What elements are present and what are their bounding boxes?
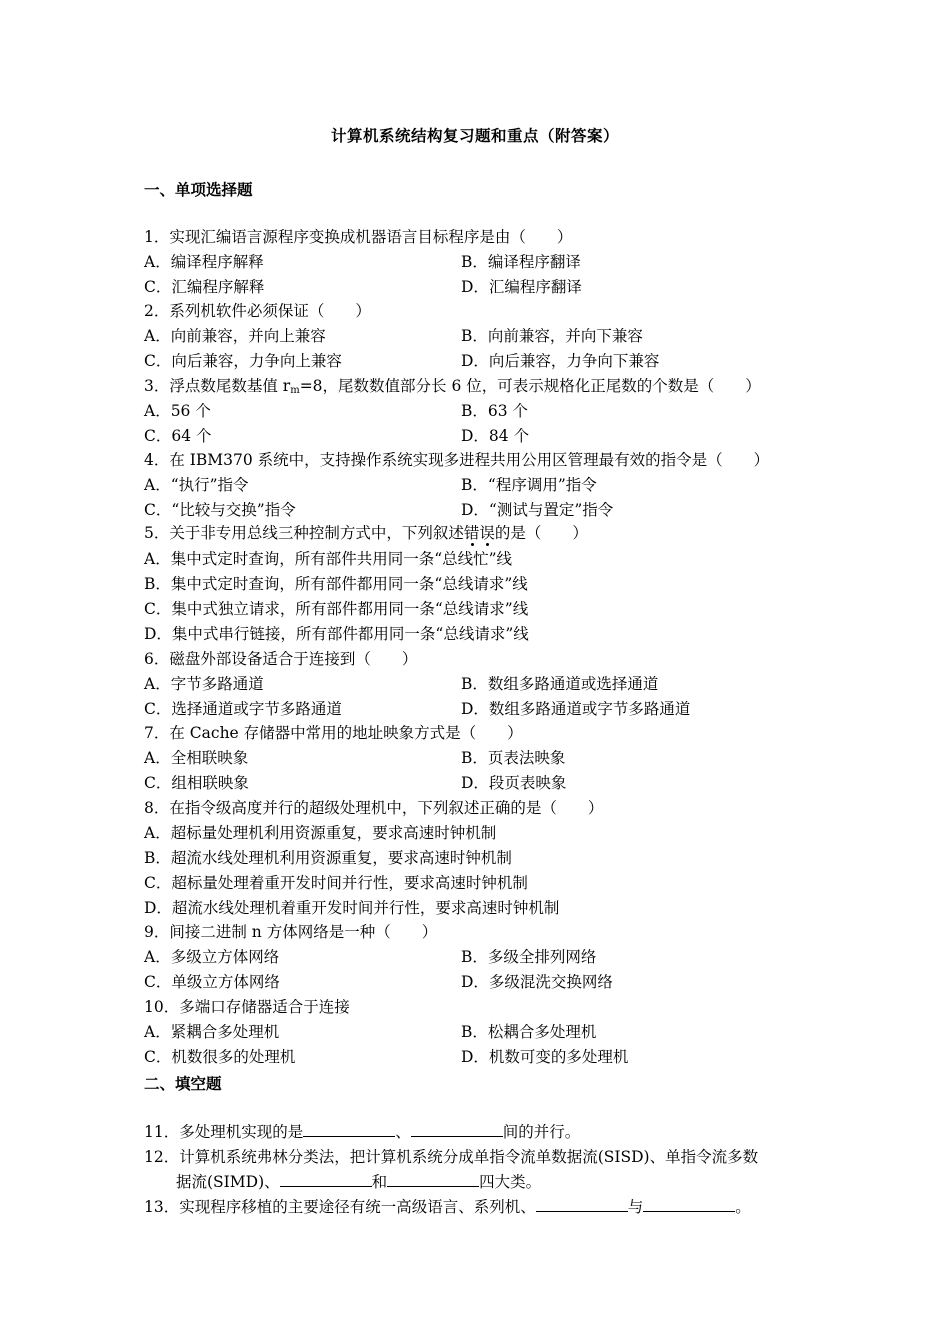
document-title: 计算机系统结构复习题和重点（附答案） — [330, 126, 619, 145]
question-10-stem: 10．多端口存储器适合于连接 — [144, 998, 350, 1016]
question-6-option-a: A．字节多路通道 — [144, 675, 264, 693]
question-5-emphasis-char-2: 误 — [479, 524, 495, 542]
question-3-option-c: C．64 个 — [144, 427, 212, 445]
question-12-blank-1[interactable] — [280, 1171, 372, 1187]
question-4-option-c: C．“比较与交换”指令 — [144, 501, 296, 519]
question-3-option-d: D．84 个 — [461, 427, 530, 445]
question-4-option-d: D．“测试与置定”指令 — [461, 501, 614, 519]
question-5-option-b: B．集中式定时查询，所有部件都用同一条“总线请求”线 — [144, 575, 528, 593]
question-10-option-b: B．松耦合多处理机 — [461, 1023, 597, 1041]
question-3-stem — [144, 375, 761, 402]
question-6-option-b: B．数组多路通道或选择通道 — [461, 675, 659, 693]
question-13-blank-1[interactable] — [536, 1196, 628, 1212]
question-12-blank-2[interactable] — [387, 1171, 479, 1187]
question-13 — [144, 1196, 751, 1218]
question-5-option-d: D．集中式串行链接，所有部件都用同一条“总线请求”线 — [144, 625, 529, 643]
question-7-option-d: D．段页表映象 — [461, 774, 567, 792]
question-7-option-c: C．组相联映象 — [144, 774, 249, 792]
question-5-stem-start: 5．关于非专用总线三种控制方式中，下列叙述 — [144, 524, 464, 542]
question-1-option-a: A．编译程序解释 — [144, 253, 264, 271]
question-9-option-d: D．多级混洗交换网络 — [461, 973, 613, 991]
question-7-option-a: A．全相联映象 — [144, 749, 249, 767]
question-1-option-b: B．编译程序翻译 — [461, 253, 581, 271]
question-9-stem: 9．间接二进制 n 方体网络是一种（ ） — [144, 923, 438, 941]
question-13-blank-2[interactable] — [643, 1196, 735, 1212]
question-11-text-end: 间的并行。 — [502, 1123, 581, 1141]
question-1-stem: 1．实现汇编语言源程序变换成机器语言目标程序是由（ ） — [144, 228, 573, 246]
question-6-option-d: D．数组多路通道或字节多路通道 — [461, 700, 691, 718]
question-11 — [144, 1121, 580, 1143]
question-4-option-b: B．“程序调用”指令 — [461, 476, 597, 494]
question-5-stem-end: 的是（ ） — [494, 524, 588, 542]
question-3-option-b: B．63 个 — [461, 402, 529, 420]
question-9-option-b: B．多级全排列网络 — [461, 948, 597, 966]
question-9-option-c: C．单级立方体网络 — [144, 973, 280, 991]
question-11-text-start: 11．多处理机实现的是 — [144, 1123, 304, 1141]
section-heading-fill-in: 二、填空题 — [144, 1074, 222, 1093]
question-2-stem: 2．系列机软件必须保证（ ） — [144, 302, 371, 320]
question-11-separator: 、 — [395, 1123, 411, 1141]
question-3-stem-start: 3．浮点数尾数基值 r — [144, 377, 291, 395]
question-8-option-b: B．超流水线处理机利用资源重复，要求高速时钟机制 — [144, 849, 512, 867]
section-heading-single-choice: 一、单项选择题 — [144, 180, 253, 199]
question-8-stem: 8．在指令级高度并行的超级处理机中，下列叙述正确的是（ ） — [144, 799, 604, 817]
question-8-option-c: C．超标量处理着重开发时间并行性，要求高速时钟机制 — [144, 874, 528, 892]
question-12-text-end: 四大类。 — [479, 1173, 542, 1191]
question-12-line-1: 12．计算机系统弗林分类法，把计算机系统分成单指令流单数据流(SISD)、单指令流多数 — [144, 1148, 759, 1166]
question-4-option-a: A．“执行”指令 — [144, 476, 249, 494]
question-12-line-2 — [176, 1171, 541, 1193]
question-2-option-d: D．向后兼容，力争向下兼容 — [461, 352, 660, 370]
question-11-blank-1[interactable] — [303, 1121, 395, 1137]
question-11-blank-2[interactable] — [411, 1121, 503, 1137]
question-6-option-c: C．选择通道或字节多路通道 — [144, 700, 342, 718]
question-5-emphasis-char-1: 错 — [463, 524, 480, 542]
question-8-option-a: A．超标量处理机利用资源重复，要求高速时钟机制 — [144, 824, 497, 842]
question-10-option-a: A．紧耦合多处理机 — [144, 1023, 280, 1041]
question-5-option-a: A．集中式定时查询，所有部件共用同一条“总线忙”线 — [144, 550, 513, 568]
question-10-option-d: D．机数可变的多处理机 — [461, 1048, 629, 1066]
question-5-stem — [144, 522, 588, 544]
question-5-option-c: C．集中式独立请求，所有部件都用同一条“总线请求”线 — [144, 600, 529, 618]
question-3-subscript: m — [290, 385, 300, 396]
question-6-stem: 6．磁盘外部设备适合于连接到（ ） — [144, 650, 418, 668]
question-13-connector: 与 — [627, 1198, 644, 1216]
question-1-option-c: C．汇编程序解释 — [144, 278, 265, 296]
question-9-option-a: A．多级立方体网络 — [144, 948, 280, 966]
question-1-option-d: D．汇编程序翻译 — [461, 278, 582, 296]
question-3-option-a: A．56 个 — [144, 402, 211, 420]
question-12-connector: 和 — [371, 1173, 388, 1191]
question-2-option-b: B．向前兼容，并向下兼容 — [461, 327, 643, 345]
question-7-option-b: B．页表法映象 — [461, 749, 566, 767]
question-7-stem: 7．在 Cache 存储器中常用的地址映象方式是（ ） — [144, 724, 523, 742]
question-4-stem: 4．在 IBM370 系统中，支持操作系统实现多进程共用公用区管理最有效的指令是（ ） — [144, 451, 770, 469]
question-8-option-d: D．超流水线处理机着重开发时间并行性，要求高速时钟机制 — [144, 899, 560, 917]
question-10-option-c: C．机数很多的处理机 — [144, 1048, 296, 1066]
question-3-stem-end: =8，尾数数值部分长 6 位，可表示规格化正尾数的个数是（ ） — [299, 377, 761, 395]
question-12-text-start: 据流(SIMD)、 — [176, 1173, 280, 1191]
question-2-option-c: C．向后兼容，力争向上兼容 — [144, 352, 342, 370]
question-13-text-start: 13．实现程序移植的主要途径有统一高级语言、系列机、 — [144, 1198, 536, 1216]
question-2-option-a: A．向前兼容，并向上兼容 — [144, 327, 326, 345]
question-13-text-end: 。 — [735, 1198, 751, 1216]
